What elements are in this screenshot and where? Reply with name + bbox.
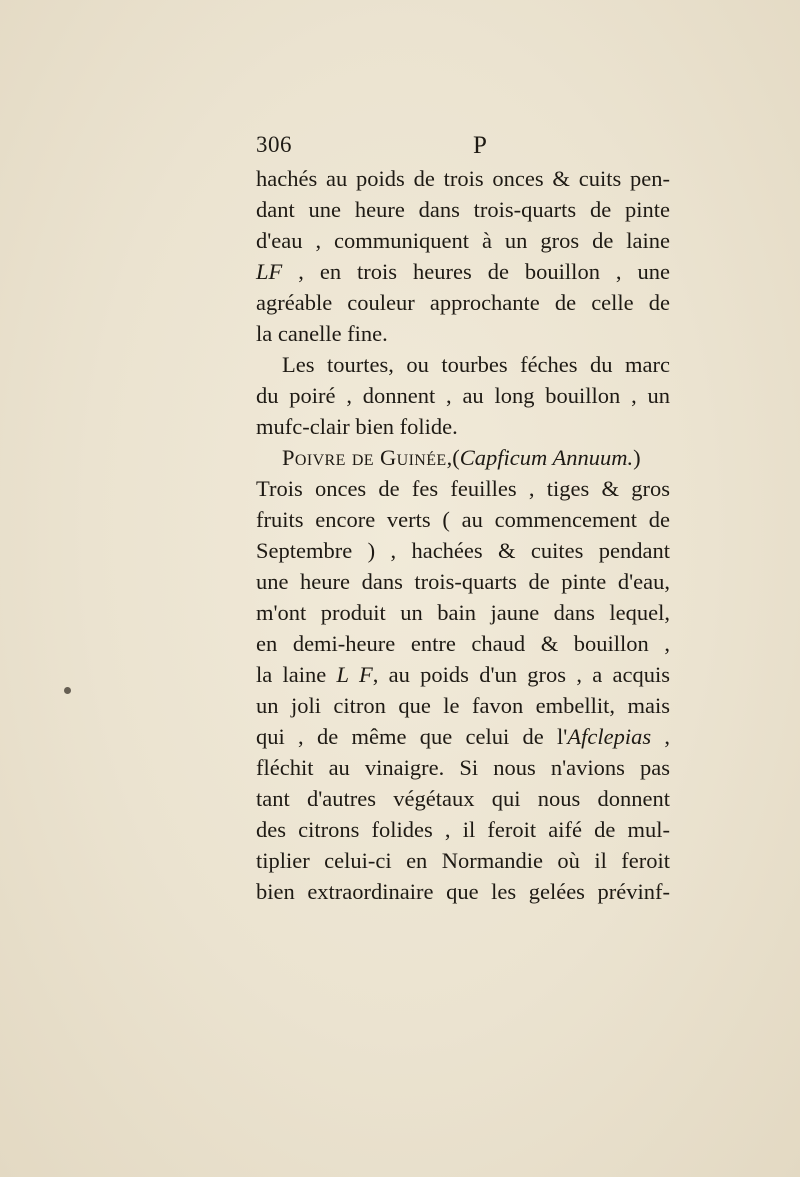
text-line	[256, 256, 670, 287]
text-line: Les tourtes, ou tourbes féches du marc	[282, 352, 670, 377]
text-run: , au poids d'un gros , a acquis	[372, 662, 671, 687]
text-line: Trois onces de fes feuilles , tiges & gros	[256, 476, 670, 501]
text-run: ,(	[446, 445, 460, 470]
text-line: hachés au poids de trois onces & cuits pen-	[256, 166, 670, 191]
body-text	[256, 163, 670, 907]
text-line: la canelle fine.	[256, 321, 388, 346]
text-line: dant une heure dans trois-quarts de pinte	[256, 197, 670, 222]
page-header	[256, 132, 556, 164]
text-line: des citrons folides , il feroit aifé de mul-	[256, 817, 670, 842]
text-line: fruits encore verts ( au commencement de	[256, 507, 670, 532]
text-run: , en trois heures de bouillon , une	[282, 259, 670, 284]
text-line	[256, 721, 670, 752]
text-line: une heure dans trois-quarts de pinte d'eau,	[256, 569, 670, 594]
italic-text: Capficum Annuum.	[459, 445, 634, 470]
text-line: en demi-heure entre chaud & bouillon ,	[256, 631, 670, 656]
text-line: agréable couleur approchante de celle de	[256, 290, 670, 315]
italic-text: Afclepias	[567, 724, 652, 749]
text-run: ,	[651, 724, 671, 749]
text-run: la laine	[256, 662, 337, 687]
text-line: du poiré , donnent , au long bouillon , un	[256, 383, 670, 408]
text-line: un joli citron que le favon embellit, mais	[256, 693, 670, 718]
running-head-letter: P	[473, 132, 487, 159]
ink-spot	[64, 687, 71, 694]
small-caps-heading: Poivre de Guinée	[282, 445, 447, 470]
text-line: fléchit au vinaigre. Si nous n'avions pas	[256, 755, 670, 780]
text-line	[256, 659, 670, 690]
text-line: tant d'autres végétaux qui nous donnent	[256, 786, 670, 811]
text-line: mufc-clair bien folide.	[256, 414, 458, 439]
page-number: 306	[256, 132, 292, 157]
text-run: qui , de même que celui de l'	[256, 724, 568, 749]
text-line: bien extraordinaire que les gelées prévinf-	[256, 879, 670, 904]
text-line: tiplier celui-ci en Normandie où il feroit	[256, 848, 670, 873]
text-line: d'eau , communiquent à un gros de laine	[256, 228, 670, 253]
text-line: m'ont produit un bain jaune dans lequel,	[256, 600, 670, 625]
text-run: )	[633, 445, 641, 470]
italic-text: L F	[336, 662, 373, 687]
italic-text: LF	[256, 259, 283, 284]
text-line: Septembre ) , hachées & cuites pendant	[256, 538, 670, 563]
entry-heading	[256, 442, 670, 473]
